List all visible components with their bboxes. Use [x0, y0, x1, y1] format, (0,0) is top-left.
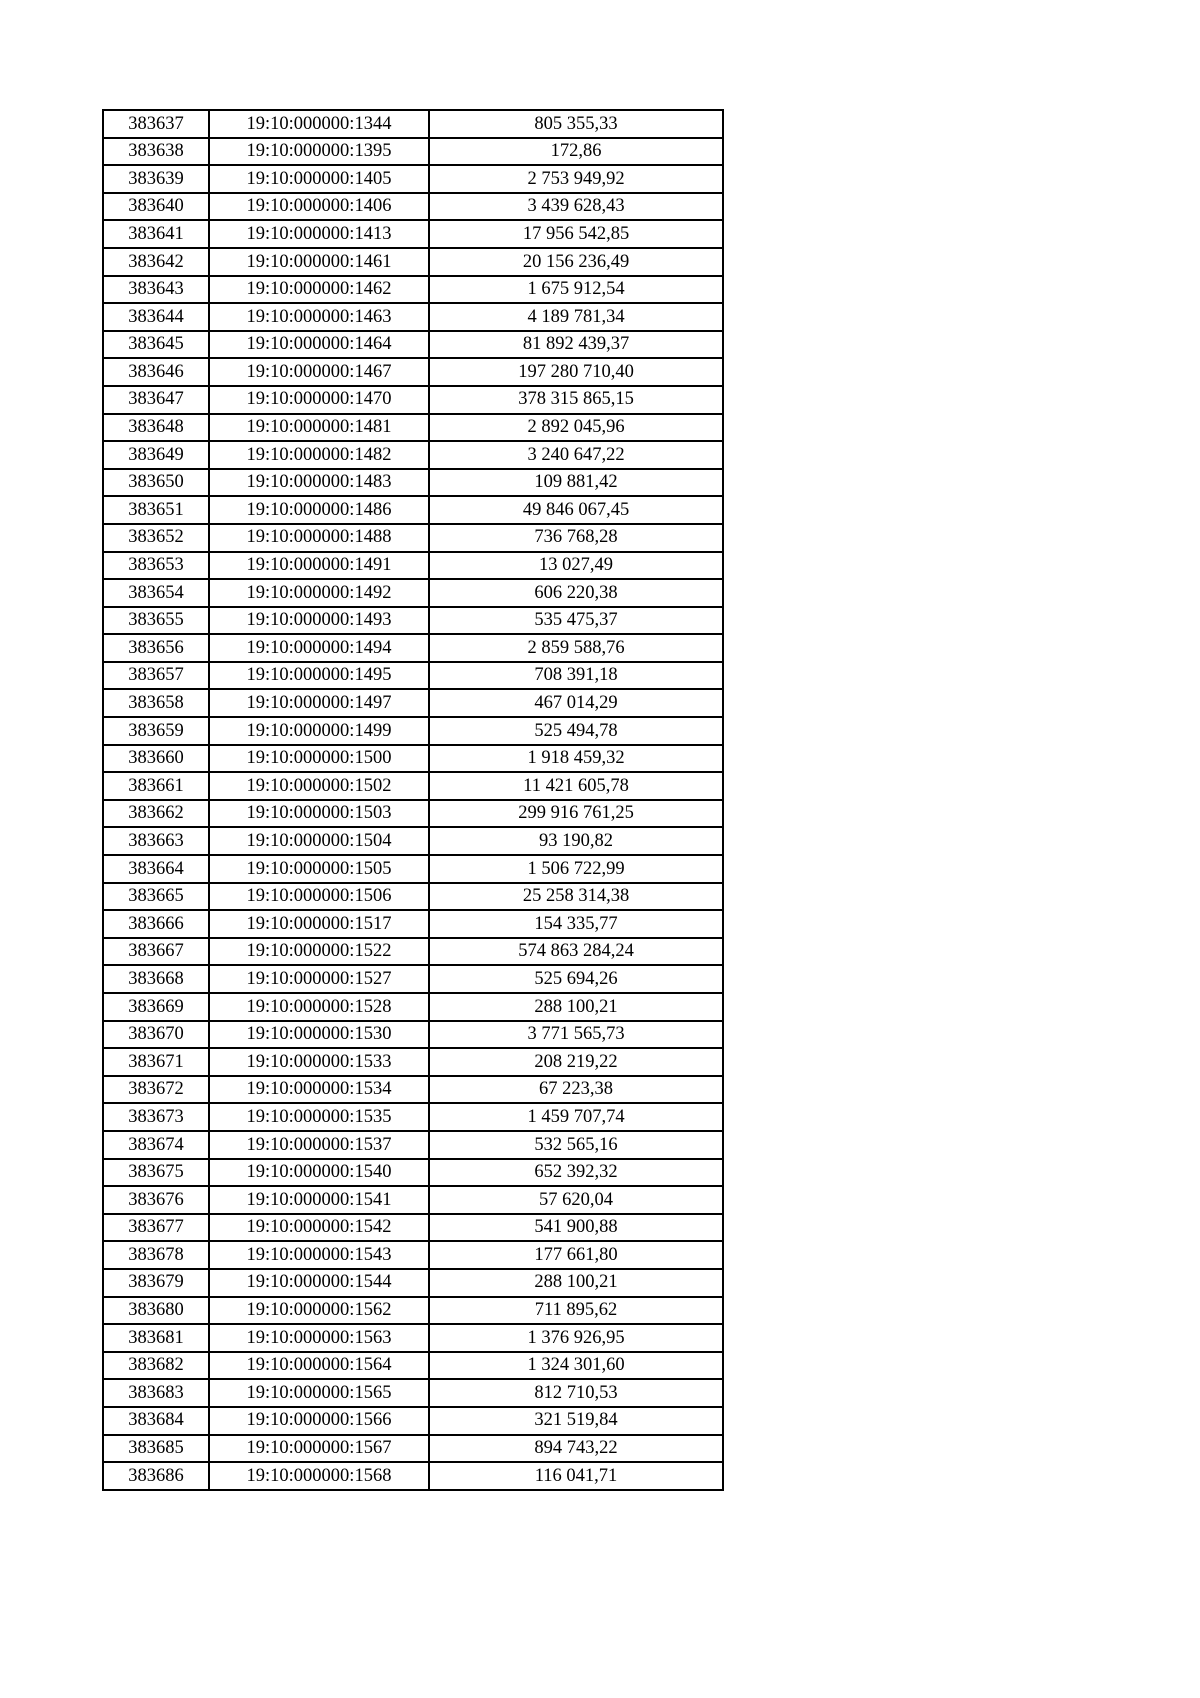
cadastral-number-cell: 19:10:000000:1502	[209, 772, 429, 800]
cadastral-number-cell: 19:10:000000:1497	[209, 689, 429, 717]
value-cell: 1 376 926,95	[429, 1324, 723, 1352]
value-cell: 11 421 605,78	[429, 772, 723, 800]
cadastral-number-cell: 19:10:000000:1499	[209, 717, 429, 745]
table-row	[103, 800, 723, 828]
row-number-cell: 383637	[103, 110, 209, 138]
value-cell: 172,86	[429, 138, 723, 166]
table-row	[103, 1269, 723, 1297]
cadastral-number-cell: 19:10:000000:1481	[209, 414, 429, 442]
table-row	[103, 276, 723, 304]
row-number-cell: 383684	[103, 1407, 209, 1435]
cadastral-number-cell: 19:10:000000:1541	[209, 1186, 429, 1214]
value-cell: 1 506 722,99	[429, 855, 723, 883]
value-cell: 1 459 707,74	[429, 1103, 723, 1131]
row-number-cell: 383685	[103, 1435, 209, 1463]
table-row	[103, 965, 723, 993]
cadastral-number-cell: 19:10:000000:1463	[209, 303, 429, 331]
cadastral-number-cell: 19:10:000000:1505	[209, 855, 429, 883]
value-cell: 109 881,42	[429, 469, 723, 497]
cadastral-number-cell: 19:10:000000:1413	[209, 220, 429, 248]
row-number-cell: 383655	[103, 607, 209, 635]
table-row	[103, 634, 723, 662]
value-cell: 378 315 865,15	[429, 386, 723, 414]
value-cell: 708 391,18	[429, 662, 723, 690]
cadastral-number-cell: 19:10:000000:1528	[209, 993, 429, 1021]
value-cell: 606 220,38	[429, 579, 723, 607]
cadastral-number-cell: 19:10:000000:1491	[209, 552, 429, 580]
table-row	[103, 1407, 723, 1435]
cadastral-number-cell: 19:10:000000:1542	[209, 1214, 429, 1242]
table-row	[103, 1076, 723, 1104]
value-cell: 812 710,53	[429, 1379, 723, 1407]
row-number-cell: 383673	[103, 1103, 209, 1131]
cadastral-number-cell: 19:10:000000:1534	[209, 1076, 429, 1104]
table-row	[103, 358, 723, 386]
table-row	[103, 1214, 723, 1242]
row-number-cell: 383648	[103, 414, 209, 442]
value-cell: 535 475,37	[429, 607, 723, 635]
row-number-cell: 383662	[103, 800, 209, 828]
value-cell: 525 494,78	[429, 717, 723, 745]
cadastral-number-cell: 19:10:000000:1506	[209, 883, 429, 911]
table-row	[103, 248, 723, 276]
cadastral-number-cell: 19:10:000000:1405	[209, 165, 429, 193]
table-row	[103, 441, 723, 469]
value-cell: 541 900,88	[429, 1214, 723, 1242]
table-row	[103, 1131, 723, 1159]
cadastral-number-cell: 19:10:000000:1470	[209, 386, 429, 414]
row-number-cell: 383659	[103, 717, 209, 745]
cadastral-number-cell: 19:10:000000:1565	[209, 1379, 429, 1407]
row-number-cell: 383676	[103, 1186, 209, 1214]
cadastral-number-cell: 19:10:000000:1462	[209, 276, 429, 304]
value-cell: 57 620,04	[429, 1186, 723, 1214]
cadastral-number-cell: 19:10:000000:1544	[209, 1269, 429, 1297]
row-number-cell: 383649	[103, 441, 209, 469]
cadastral-number-cell: 19:10:000000:1535	[209, 1103, 429, 1131]
cadastral-number-cell: 19:10:000000:1503	[209, 800, 429, 828]
row-number-cell: 383681	[103, 1324, 209, 1352]
value-cell: 1 675 912,54	[429, 276, 723, 304]
value-cell: 197 280 710,40	[429, 358, 723, 386]
row-number-cell: 383642	[103, 248, 209, 276]
cadastral-number-cell: 19:10:000000:1488	[209, 524, 429, 552]
cadastral-number-cell: 19:10:000000:1517	[209, 910, 429, 938]
value-cell: 299 916 761,25	[429, 800, 723, 828]
value-cell: 736 768,28	[429, 524, 723, 552]
cadastral-number-cell: 19:10:000000:1530	[209, 1021, 429, 1049]
row-number-cell: 383680	[103, 1297, 209, 1325]
row-number-cell: 383661	[103, 772, 209, 800]
cadastral-number-cell: 19:10:000000:1486	[209, 496, 429, 524]
table-row	[103, 1159, 723, 1187]
value-cell: 4 189 781,34	[429, 303, 723, 331]
table-row	[103, 386, 723, 414]
table-row	[103, 1048, 723, 1076]
table-row	[103, 110, 723, 138]
table-row	[103, 1462, 723, 1490]
row-number-cell: 383651	[103, 496, 209, 524]
value-cell: 20 156 236,49	[429, 248, 723, 276]
table-row	[103, 165, 723, 193]
row-number-cell: 383640	[103, 193, 209, 221]
table-row	[103, 993, 723, 1021]
table-row	[103, 331, 723, 359]
cadastral-number-cell: 19:10:000000:1540	[209, 1159, 429, 1187]
row-number-cell: 383675	[103, 1159, 209, 1187]
cadastral-number-cell: 19:10:000000:1467	[209, 358, 429, 386]
cadastral-number-cell: 19:10:000000:1522	[209, 938, 429, 966]
row-number-cell: 383682	[103, 1352, 209, 1380]
row-number-cell: 383639	[103, 165, 209, 193]
row-number-cell: 383666	[103, 910, 209, 938]
value-cell: 3 771 565,73	[429, 1021, 723, 1049]
table-row	[103, 303, 723, 331]
row-number-cell: 383657	[103, 662, 209, 690]
value-cell: 1 918 459,32	[429, 745, 723, 773]
value-cell: 894 743,22	[429, 1435, 723, 1463]
value-cell: 1 324 301,60	[429, 1352, 723, 1380]
table-row	[103, 1186, 723, 1214]
value-cell: 288 100,21	[429, 993, 723, 1021]
value-cell: 574 863 284,24	[429, 938, 723, 966]
row-number-cell: 383641	[103, 220, 209, 248]
table-row	[103, 662, 723, 690]
cadastral-number-cell: 19:10:000000:1483	[209, 469, 429, 497]
value-cell: 3 240 647,22	[429, 441, 723, 469]
cadastral-number-cell: 19:10:000000:1563	[209, 1324, 429, 1352]
value-cell: 17 956 542,85	[429, 220, 723, 248]
table-row	[103, 772, 723, 800]
value-cell: 711 895,62	[429, 1297, 723, 1325]
value-cell: 208 219,22	[429, 1048, 723, 1076]
table-body	[103, 110, 723, 1490]
table-row	[103, 1241, 723, 1269]
cadastral-number-cell: 19:10:000000:1461	[209, 248, 429, 276]
cadastral-number-cell: 19:10:000000:1543	[209, 1241, 429, 1269]
table-row	[103, 1297, 723, 1325]
cadastral-number-cell: 19:10:000000:1568	[209, 1462, 429, 1490]
cadastral-number-cell: 19:10:000000:1494	[209, 634, 429, 662]
table-row	[103, 579, 723, 607]
table-row	[103, 414, 723, 442]
row-number-cell: 383645	[103, 331, 209, 359]
cadastral-number-cell: 19:10:000000:1564	[209, 1352, 429, 1380]
row-number-cell: 383646	[103, 358, 209, 386]
table-row	[103, 193, 723, 221]
value-cell: 67 223,38	[429, 1076, 723, 1104]
table-row	[103, 138, 723, 166]
value-cell: 25 258 314,38	[429, 883, 723, 911]
cadastral-number-cell: 19:10:000000:1504	[209, 827, 429, 855]
row-number-cell: 383658	[103, 689, 209, 717]
cadastral-number-cell: 19:10:000000:1500	[209, 745, 429, 773]
value-cell: 93 190,82	[429, 827, 723, 855]
cadastral-number-cell: 19:10:000000:1567	[209, 1435, 429, 1463]
row-number-cell: 383644	[103, 303, 209, 331]
row-number-cell: 383665	[103, 883, 209, 911]
table-row	[103, 827, 723, 855]
value-cell: 116 041,71	[429, 1462, 723, 1490]
cadastral-number-cell: 19:10:000000:1344	[209, 110, 429, 138]
row-number-cell: 383683	[103, 1379, 209, 1407]
table-row	[103, 1021, 723, 1049]
table-row	[103, 745, 723, 773]
value-cell: 805 355,33	[429, 110, 723, 138]
cadastral-number-cell: 19:10:000000:1395	[209, 138, 429, 166]
row-number-cell: 383678	[103, 1241, 209, 1269]
table-row	[103, 938, 723, 966]
row-number-cell: 383653	[103, 552, 209, 580]
row-number-cell: 383656	[103, 634, 209, 662]
value-cell: 154 335,77	[429, 910, 723, 938]
value-cell: 652 392,32	[429, 1159, 723, 1187]
row-number-cell: 383660	[103, 745, 209, 773]
row-number-cell: 383663	[103, 827, 209, 855]
cadastral-number-cell: 19:10:000000:1562	[209, 1297, 429, 1325]
table-row	[103, 1324, 723, 1352]
row-number-cell: 383647	[103, 386, 209, 414]
row-number-cell: 383668	[103, 965, 209, 993]
value-cell: 13 027,49	[429, 552, 723, 580]
table-row	[103, 496, 723, 524]
row-number-cell: 383672	[103, 1076, 209, 1104]
cadastral-number-cell: 19:10:000000:1464	[209, 331, 429, 359]
table-row	[103, 1435, 723, 1463]
table-row	[103, 910, 723, 938]
table-row	[103, 717, 723, 745]
table-row	[103, 469, 723, 497]
table-row	[103, 689, 723, 717]
row-number-cell: 383669	[103, 993, 209, 1021]
row-number-cell: 383650	[103, 469, 209, 497]
value-cell: 2 859 588,76	[429, 634, 723, 662]
table-row	[103, 1352, 723, 1380]
value-cell: 177 661,80	[429, 1241, 723, 1269]
value-cell: 3 439 628,43	[429, 193, 723, 221]
cadastral-value-table	[102, 109, 724, 1491]
row-number-cell: 383674	[103, 1131, 209, 1159]
row-number-cell: 383664	[103, 855, 209, 883]
row-number-cell: 383667	[103, 938, 209, 966]
table-row	[103, 1379, 723, 1407]
value-cell: 288 100,21	[429, 1269, 723, 1297]
value-cell: 525 694,26	[429, 965, 723, 993]
cadastral-number-cell: 19:10:000000:1406	[209, 193, 429, 221]
row-number-cell: 383638	[103, 138, 209, 166]
table-row	[103, 220, 723, 248]
table-row	[103, 524, 723, 552]
cadastral-number-cell: 19:10:000000:1493	[209, 607, 429, 635]
cadastral-number-cell: 19:10:000000:1527	[209, 965, 429, 993]
cadastral-number-cell: 19:10:000000:1482	[209, 441, 429, 469]
row-number-cell: 383654	[103, 579, 209, 607]
value-cell: 81 892 439,37	[429, 331, 723, 359]
cadastral-number-cell: 19:10:000000:1495	[209, 662, 429, 690]
table-row	[103, 855, 723, 883]
row-number-cell: 383643	[103, 276, 209, 304]
row-number-cell: 383679	[103, 1269, 209, 1297]
value-cell: 321 519,84	[429, 1407, 723, 1435]
table-row	[103, 607, 723, 635]
value-cell: 467 014,29	[429, 689, 723, 717]
row-number-cell: 383671	[103, 1048, 209, 1076]
row-number-cell: 383652	[103, 524, 209, 552]
cadastral-number-cell: 19:10:000000:1566	[209, 1407, 429, 1435]
table-row	[103, 1103, 723, 1131]
cadastral-number-cell: 19:10:000000:1533	[209, 1048, 429, 1076]
table-row	[103, 552, 723, 580]
value-cell: 2 892 045,96	[429, 414, 723, 442]
cadastral-number-cell: 19:10:000000:1537	[209, 1131, 429, 1159]
value-cell: 49 846 067,45	[429, 496, 723, 524]
value-cell: 2 753 949,92	[429, 165, 723, 193]
cadastral-number-cell: 19:10:000000:1492	[209, 579, 429, 607]
value-cell: 532 565,16	[429, 1131, 723, 1159]
row-number-cell: 383677	[103, 1214, 209, 1242]
table-row	[103, 883, 723, 911]
row-number-cell: 383670	[103, 1021, 209, 1049]
row-number-cell: 383686	[103, 1462, 209, 1490]
